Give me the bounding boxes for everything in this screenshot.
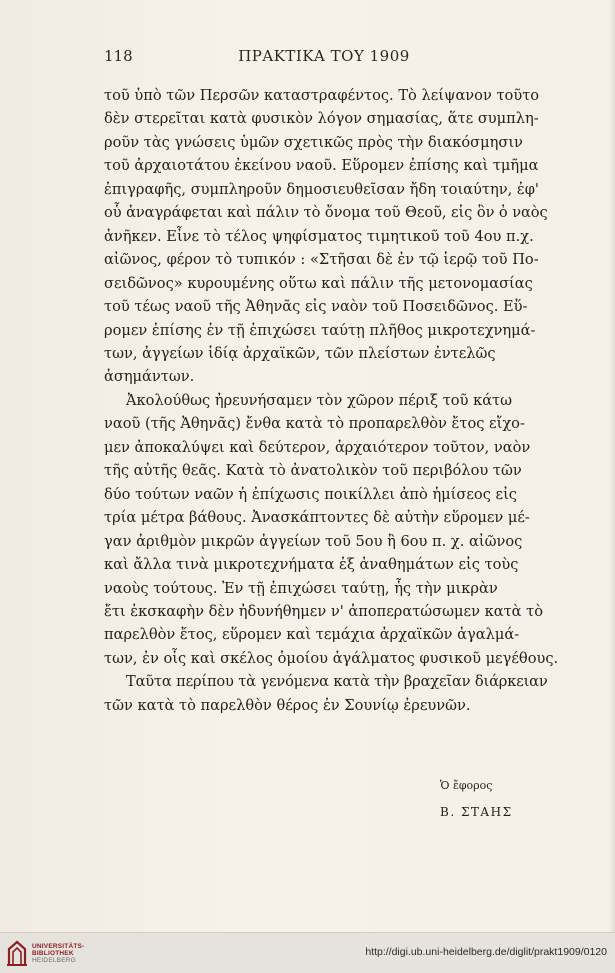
page-number: 118	[104, 47, 133, 65]
text-line: ροῦν τὰς γνώσεις ὑμῶν σχετικῶς πρὸς τὴν διακόσμησιν	[104, 133, 523, 151]
text-line: γαν ἀριθμὸν μικρῶν ἀγγείων τοῦ 5ου ἢ 6ου π. χ. αἰῶνος	[104, 532, 523, 550]
text-line: τοῦ ἀρχαιοτάτου ἐκείνου ναοῦ. Εὕρομεν ἐπίσης καὶ τμῆμα	[104, 157, 539, 175]
signature-role: Ὁ ἔφορος	[440, 779, 493, 792]
paragraph	[104, 389, 559, 670]
text-line: των, ἐν οἷς καὶ σκέλος ὁμοίου ἀγάλματος φυσικοῦ μεγέθους.	[104, 649, 559, 667]
paragraph	[104, 84, 548, 389]
logo-line: UNIVERSITÄTS-	[32, 943, 85, 950]
library-emblem-icon	[6, 939, 28, 967]
journal-title: ΠΡΑΚΤΙΚΑ ΤΟΥ 1909	[238, 47, 410, 65]
text-line: ρομεν ἐπίσης ἐν τῇ ἐπιχώσει ταύτῃ πλῆθος μικροτεχνημά-	[104, 321, 536, 339]
library-logo[interactable]	[6, 937, 106, 969]
text-line: ναοῦ (τῆς Ἀθηνᾶς) ἔνθα κατὰ τὸ προπαρελθὸν ἔτος εἴχο-	[104, 415, 525, 433]
text-line: παρελθὸν ἔτος, εὕρομεν καὶ τεμάχια ἀρχαϊκῶν ἀγαλμά-	[104, 626, 520, 644]
library-logo-text	[32, 943, 84, 965]
viewer-footer	[0, 932, 615, 973]
text-line: σειδῶνος» κυρουμένης οὕτω καὶ πάλιν τῆς μετονομασίας	[104, 274, 533, 292]
paragraph	[104, 670, 548, 717]
text-line: δύο τούτων ναῶν ἡ ἐπίχωσις ποικίλλει ἀπὸ ἡμίσεος εἰς	[104, 485, 517, 503]
text-line: τῆς αὐτῆς θεᾶς. Κατὰ τὸ ἀνατολικὸν τοῦ περιβόλου τῶν	[104, 462, 522, 480]
text-line: δὲν στερεῖται κατὰ φυσικὸν λόγον σημασίας, ἅτε συμπλη-	[104, 110, 539, 128]
logo-line: HEIDELBERG	[32, 957, 76, 965]
text-line: ἀσημάντων.	[104, 368, 195, 386]
text-line: τοῦ ὑπὸ τῶν Περσῶν καταστραφέντος. Τὸ λείψανον τοῦτο	[104, 87, 540, 104]
text-line: ναοὺς τούτους. Ἐν τῇ ἐπιχώσει ταύτῃ, ἧς τὴν μικρὰν	[104, 579, 498, 597]
text-line: των, ἀγγείων ἰδίᾳ ἀρχαϊκῶν, τῶν πλείστων ἐντελῶς	[104, 344, 496, 362]
text-line: τρία μέτρα βάθους. Ἀνασκάπτοντες δὲ αὐτὴν εὕρομεν μέ-	[104, 509, 530, 527]
text-line: Ταῦτα περίπου τὰ γενόμενα κατὰ τὴν βραχεῖαν διάρκειαν	[126, 673, 548, 691]
text-line: καὶ ἄλλα τινὰ μικροτεχνήματα ἐξ ἀναθημάτων εἰς τοὺς	[104, 556, 519, 574]
text-line: Ἀκολούθως ἠρευνήσαμεν τὸν χῶρον πέριξ τοῦ κάτω	[126, 391, 513, 409]
logo-line: BIBLIOTHEK	[32, 950, 74, 958]
text-line: ἀνῆκεν. Εἶνε τὸ τέλος ψηφίσματος τιμητικοῦ τοῦ 4ου π.χ.	[104, 227, 534, 245]
text-line: ἐπιγραφῆς, συμπληροῦν δημοσιευθεῖσαν ἤδη τοιαύτην, ἐφ'	[104, 180, 539, 198]
permalink-url[interactable]: http://digi.ub.uni-heidelberg.de/diglit/prakt1909/0120	[365, 946, 607, 958]
signature-name: Β. ΣΤΑΗΣ	[440, 805, 513, 819]
text-line: τῶν κατὰ τὸ παρελθὸν θέρος ἐν Σουνίῳ ἐρευνῶν.	[104, 696, 471, 714]
body-text	[104, 84, 559, 717]
text-line: ἔτι ἐκσκαφὴν δὲν ἠδυνήθημεν ν' ἀποπερατώσωμεν κατὰ τὸ	[104, 602, 543, 620]
text-line: μεν ἀποκαλύψει καὶ δεύτερον, ἀρχαιότερον τοῦτον, ναὸν	[104, 438, 531, 456]
text-line: αἰῶνος, φέρον τὸ τυπικόν : «Στῆσαι δὲ ἐν τῷ ἱερῷ τοῦ Πο-	[104, 251, 539, 269]
text-line: τοῦ τέως ναοῦ τῆς Ἀθηνᾶς εἰς ναὸν τοῦ Ποσειδῶνος. Εὕ-	[104, 298, 528, 316]
text-line: οὗ ἀναγράφεται καὶ πάλιν τὸ ὄνομα τοῦ Θεοῦ, εἰς ὃν ὁ ναὸς	[104, 204, 548, 222]
running-head	[104, 47, 544, 69]
